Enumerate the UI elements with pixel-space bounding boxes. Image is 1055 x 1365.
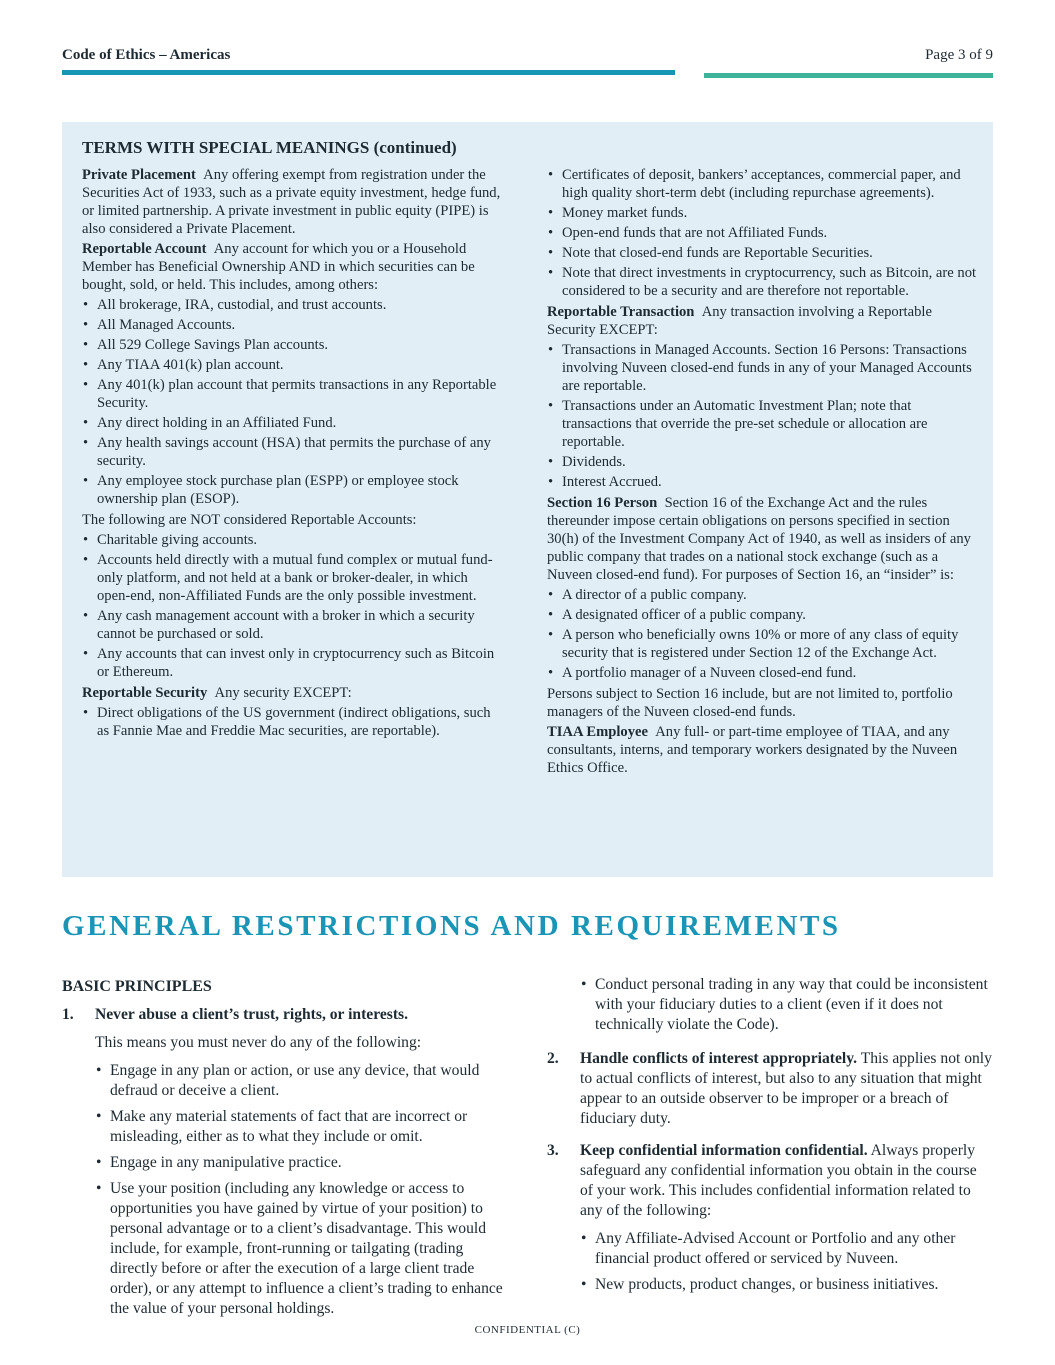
list-item: • Any health savings account (HSA) that permits the purchase of any security.	[82, 434, 502, 470]
list-item: • A designated officer of a public company.	[547, 606, 977, 624]
header-rule-blue	[62, 70, 675, 75]
bullet-list	[547, 341, 977, 491]
term-name: Section 16 Person	[547, 495, 658, 511]
term-definition	[82, 684, 502, 702]
list-item: • Any employee stock purchase plan (ESPP) or employee stock ownership plan (ESOP).	[82, 472, 502, 508]
principle-heading: Never abuse a client’s trust, rights, or interests.	[95, 1006, 408, 1023]
principle-1-list	[95, 1061, 512, 1319]
term-text: Any transaction involving a Reportable Security EXCEPT:	[547, 304, 932, 338]
list-item: • Open-end funds that are not Affiliated Funds.	[547, 224, 977, 242]
terms-right-column	[547, 166, 977, 779]
term-definition	[547, 494, 977, 584]
term-text: Section 16 of the Exchange Act and the rules thereunder impose certain obligations on persons specified in section 30(h) of the Investment Company Act of 1940, as well as insiders of any public company that trades on a national stock exchange (such as a Nuveen closed-end fund). For purposes of Section 16, an “insider” is:	[547, 495, 971, 583]
list-item: • A director of a public company.	[547, 586, 977, 604]
principle-heading: Keep confidential information confidential.	[580, 1142, 868, 1159]
principle-number: 2.	[547, 1050, 559, 1067]
list-item: • Any accounts that can invest only in cryptocurrency such as Bitcoin or Ethereum.	[82, 645, 502, 681]
list-item: • Any Affiliate-Advised Account or Portfolio and any other financial product offered or serviced by Nuveen.	[580, 1229, 992, 1269]
principle-heading: Handle conflicts of interest appropriately.	[580, 1050, 858, 1067]
list-item: • Use your position (including any knowledge or access to opportunities you have gained by virtue of your position) to personal advantage or to a client’s disadvantage. This would include, for example, front-running or tailgating (trading directly before or after the execution of a large client trade order), or any attempt to influence a client’s trading to enhance the value of your personal holdings.	[95, 1179, 512, 1319]
list-item: • Conduct personal trading in any way that could be inconsistent with your fiduciary duties to a client (even if it does not technically violate the Code).	[580, 975, 992, 1035]
list-item: • Transactions under an Automatic Investment Plan; note that transactions that override the pre-set schedule or allocation are reportable.	[547, 397, 977, 451]
list-item: • A person who beneficially owns 10% or more of any class of equity security that is registered under Section 12 of the Exchange Act.	[547, 626, 977, 662]
list-item: • Accounts held directly with a mutual fund complex or mutual fund-only platform, and not held at a bank or broker-dealer, in which open-end, non-Affiliated Funds are the only possible investment.	[82, 551, 502, 605]
list-item: • Any direct holding in an Affiliated Fund.	[82, 414, 502, 432]
term-name: Private Placement	[82, 167, 196, 183]
principle-number: 1.	[62, 1006, 74, 1023]
principle-text: Always properly safeguard any confidential information you obtain in the course of your work. This includes confidential information related to any of the following:	[580, 1142, 977, 1219]
list-item: • New products, product changes, or business initiatives.	[580, 1275, 992, 1295]
list-item: • All Managed Accounts.	[82, 316, 502, 334]
terms-box	[62, 122, 993, 877]
page-number: Page 3 of 9	[925, 47, 993, 63]
term-name: Reportable Transaction	[547, 304, 695, 320]
list-item: • A portfolio manager of a Nuveen closed-end fund.	[547, 664, 977, 682]
list-item: • Any cash management account with a broker in which a security cannot be purchased or sold.	[82, 607, 502, 643]
list-item: • Dividends.	[547, 453, 977, 471]
bullet-list	[82, 296, 502, 508]
list-item: • Money market funds.	[547, 204, 977, 222]
list-item: • Any TIAA 401(k) plan account.	[82, 356, 502, 374]
list-item: • Note that closed-end funds are Reportable Securities.	[547, 244, 977, 262]
list-item: • Interest Accrued.	[547, 473, 977, 491]
list-item: • Note that direct investments in cryptocurrency, such as Bitcoin, are not considered to be a security and are therefore not reportable.	[547, 264, 977, 300]
term-text: Any security EXCEPT:	[214, 685, 352, 701]
principle-1-list-continued	[547, 975, 992, 1035]
principle-3	[547, 1141, 992, 1295]
bullet-list	[82, 704, 502, 740]
list-item: • All brokerage, IRA, custodial, and trust accounts.	[82, 296, 502, 314]
list-item: • Direct obligations of the US government (indirect obligations, such as Fannie Mae and Freddie Mac securities, are reportable).	[82, 704, 502, 740]
confidential-footer: CONFIDENTIAL (C)	[474, 1324, 581, 1336]
bullet-list	[82, 531, 502, 681]
principles-right-column	[547, 975, 992, 1301]
principle-1	[62, 1005, 512, 1319]
term-definition	[547, 303, 977, 339]
bullet-list	[547, 166, 977, 300]
section-title: GENERAL RESTRICTIONS AND REQUIREMENTS	[62, 910, 841, 942]
principles-left-column	[62, 977, 512, 1325]
principle-3-list	[580, 1229, 992, 1295]
term-name: TIAA Employee	[547, 724, 648, 740]
list-item: • All 529 College Savings Plan accounts.	[82, 336, 502, 354]
term-definition	[82, 166, 502, 238]
header-rule-green	[704, 73, 993, 78]
term-text: Any offering exempt from registration under the Securities Act of 1933, such as a private equity investment, hedge fund, or limited partnership. A private investment in public equity (PIPE) is also considered a Private Placement.	[82, 167, 501, 237]
paragraph: The following are NOT considered Reportable Accounts:	[82, 512, 417, 528]
list-item: • Charitable giving accounts.	[82, 531, 502, 549]
paragraph: Persons subject to Section 16 include, but are not limited to, portfolio managers of the Nuveen closed-end funds.	[547, 686, 953, 720]
terms-left-column	[82, 166, 502, 743]
term-name: Reportable Account	[82, 241, 207, 257]
list-item: • Certificates of deposit, bankers’ acceptances, commercial paper, and high quality short-term debt (including repurchase agreements).	[547, 166, 977, 202]
principle-text: This applies not only to actual conflicts of interest, but also to any situation that might appear to an outside observer to be improper or a breach of fiduciary duty.	[580, 1050, 992, 1127]
term-text: Any full- or part-time employee of TIAA, and any consultants, interns, and temporary workers designated by the Nuveen Ethics Office.	[547, 724, 958, 776]
list-item: • Engage in any plan or action, or use any device, that would defraud or deceive a client.	[95, 1061, 512, 1101]
principle-intro: This means you must never do any of the following:	[95, 1034, 422, 1051]
principle-2	[547, 1049, 992, 1129]
term-name: Reportable Security	[82, 685, 208, 701]
basic-principles-heading: BASIC PRINCIPLES	[62, 978, 212, 995]
document-title: Code of Ethics – Americas	[62, 47, 231, 63]
principle-number: 3.	[547, 1142, 559, 1159]
list-item: • Engage in any manipulative practice.	[95, 1153, 512, 1173]
term-definition	[82, 240, 502, 294]
bullet-list	[547, 586, 977, 682]
list-item: • Any 401(k) plan account that permits transactions in any Reportable Security.	[82, 376, 502, 412]
term-text: Any account for which you or a Household Member has Beneficial Ownership AND in which securities can be bought, sold, or held. This includes, among others:	[82, 241, 475, 293]
list-item: • Make any material statements of fact that are incorrect or misleading, either as to what they include or omit.	[95, 1107, 512, 1147]
list-item: • Transactions in Managed Accounts. Section 16 Persons: Transactions involving Nuveen closed-end funds in any of your Managed Accounts are reportable.	[547, 341, 977, 395]
terms-box-title: TERMS WITH SPECIAL MEANINGS (continued)	[82, 138, 457, 157]
term-definition	[547, 723, 977, 777]
